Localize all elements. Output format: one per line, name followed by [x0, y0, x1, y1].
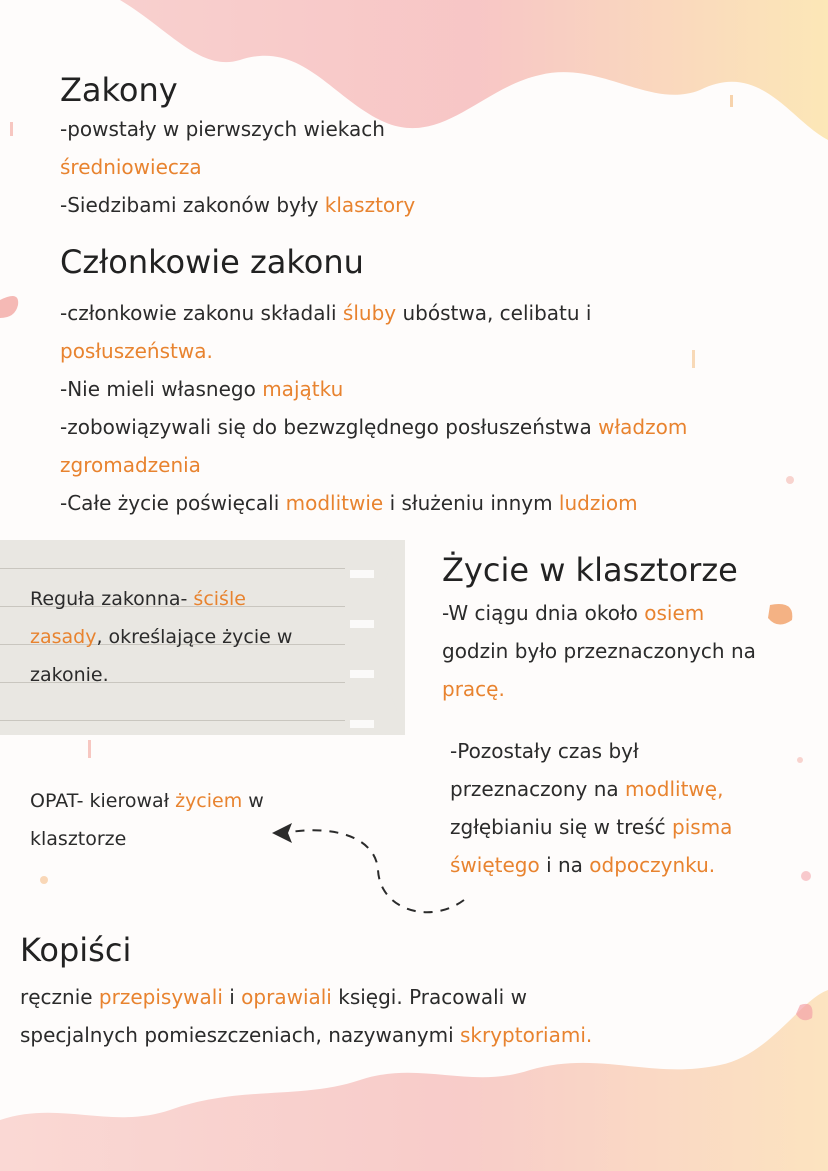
- czlonkowie-lines: [60, 294, 687, 522]
- text-segment: -Nie mieli własnego: [60, 377, 263, 401]
- highlight-term: pisma: [672, 815, 733, 839]
- section-klasztor-2: [450, 732, 732, 884]
- text-line: [450, 846, 732, 884]
- text-segment: Reguła zakonna-: [30, 588, 194, 610]
- highlight-term: skryptoriami.: [459, 1023, 593, 1047]
- text-line: [442, 594, 756, 632]
- klasztor-lines-2: [450, 732, 732, 884]
- text-segment: -W ciągu dnia około: [442, 601, 645, 625]
- text-line: [450, 808, 732, 846]
- highlight-term: klasztory: [324, 193, 416, 217]
- text-line: [60, 484, 687, 522]
- text-line: [60, 110, 415, 148]
- section-zakony: [60, 70, 415, 224]
- text-line: [450, 732, 732, 770]
- text-segment: przeznaczony na: [450, 777, 626, 801]
- text-segment: i: [222, 985, 242, 1009]
- text-segment: ręcznie: [20, 985, 99, 1009]
- section-klasztor: [442, 550, 756, 708]
- heading-klasztor: Życie w klasztorze: [442, 551, 738, 589]
- highlight-term: władzom: [598, 415, 688, 439]
- highlight-term: życiem: [175, 790, 243, 812]
- text-segment: -Siedzibami zakonów były: [60, 193, 325, 217]
- text-line: [30, 656, 292, 694]
- torn-edge: [345, 540, 405, 735]
- text-line: [30, 820, 264, 858]
- text-line: [60, 148, 415, 186]
- text-segment: i na: [539, 853, 590, 877]
- text-segment: OPAT- kierował: [30, 790, 176, 812]
- text-segment: zgłębianiu się w treść: [450, 815, 673, 839]
- text-segment: , określające życie w: [96, 626, 293, 648]
- highlight-term: zasady: [30, 626, 97, 648]
- highlight-term: śluby: [342, 301, 397, 325]
- text-segment: specjalnych pomieszczeniach, nazywanymi: [20, 1023, 460, 1047]
- text-line: [60, 332, 687, 370]
- text-line: [450, 770, 732, 808]
- highlight-term: pracę.: [442, 677, 505, 701]
- heading-czlonkowie: Członkowie zakonu: [60, 243, 364, 281]
- paint-splash: [768, 604, 792, 625]
- klasztor-lines-1: [442, 594, 756, 708]
- highlight-term: osiem: [644, 601, 705, 625]
- heading-kopisci: Kopiści: [20, 931, 132, 969]
- kopisci-lines: [20, 978, 592, 1054]
- highlight-term: majątku: [262, 377, 344, 401]
- highlight-term: średniowiecza: [60, 155, 202, 179]
- text-line: [30, 618, 292, 656]
- paint-splash: [0, 296, 18, 318]
- text-segment: w: [242, 790, 264, 812]
- highlight-term: modlitwę,: [625, 777, 724, 801]
- text-segment: -Całe życie poświęcali: [60, 491, 286, 515]
- text-line: [20, 978, 592, 1016]
- section-czlonkowie: [60, 242, 687, 522]
- highlight-term: oprawiali: [241, 985, 332, 1009]
- highlight-term: modlitwie: [285, 491, 384, 515]
- text-line: [60, 294, 687, 332]
- text-segment: księgi. Pracowali w: [331, 985, 527, 1009]
- highlight-term: przepisywali: [98, 985, 223, 1009]
- text-segment: -powstały w pierwszych wiekach: [60, 117, 385, 141]
- regula-note-card: [0, 540, 405, 735]
- opat-lines: [30, 782, 264, 858]
- text-segment: zakonie.: [30, 664, 109, 686]
- highlight-term: posłuszeństwa.: [60, 339, 213, 363]
- text-line: [20, 1016, 592, 1054]
- highlight-term: świętego: [450, 853, 540, 877]
- text-line: [60, 446, 687, 484]
- text-line: [442, 670, 756, 708]
- section-opat: [30, 782, 264, 858]
- text-segment: -Pozostały czas był: [450, 739, 639, 763]
- highlight-term: zgromadzenia: [60, 453, 201, 477]
- text-line: [60, 370, 687, 408]
- regula-lines: [30, 580, 292, 694]
- highlight-term: odpoczynku.: [589, 853, 716, 877]
- text-line: [30, 782, 264, 820]
- text-line: [60, 186, 415, 224]
- heading-zakony: Zakony: [60, 71, 178, 109]
- zakony-lines: [60, 110, 415, 224]
- text-line: [60, 408, 687, 446]
- text-segment: -członkowie zakonu składali: [60, 301, 343, 325]
- highlight-term: ściśle: [193, 588, 246, 610]
- highlight-term: ludziom: [558, 491, 638, 515]
- text-segment: godzin było przeznaczonych na: [442, 639, 756, 663]
- text-segment: klasztorze: [30, 828, 127, 850]
- text-segment: i służeniu innym: [383, 491, 559, 515]
- text-line: [442, 632, 756, 670]
- text-segment: ubóstwa, celibatu i: [396, 301, 592, 325]
- section-kopisci: [20, 930, 592, 1054]
- text-segment: -zobowiązywali się do bezwzględnego posłuszeństwa: [60, 415, 599, 439]
- text-line: [30, 580, 292, 618]
